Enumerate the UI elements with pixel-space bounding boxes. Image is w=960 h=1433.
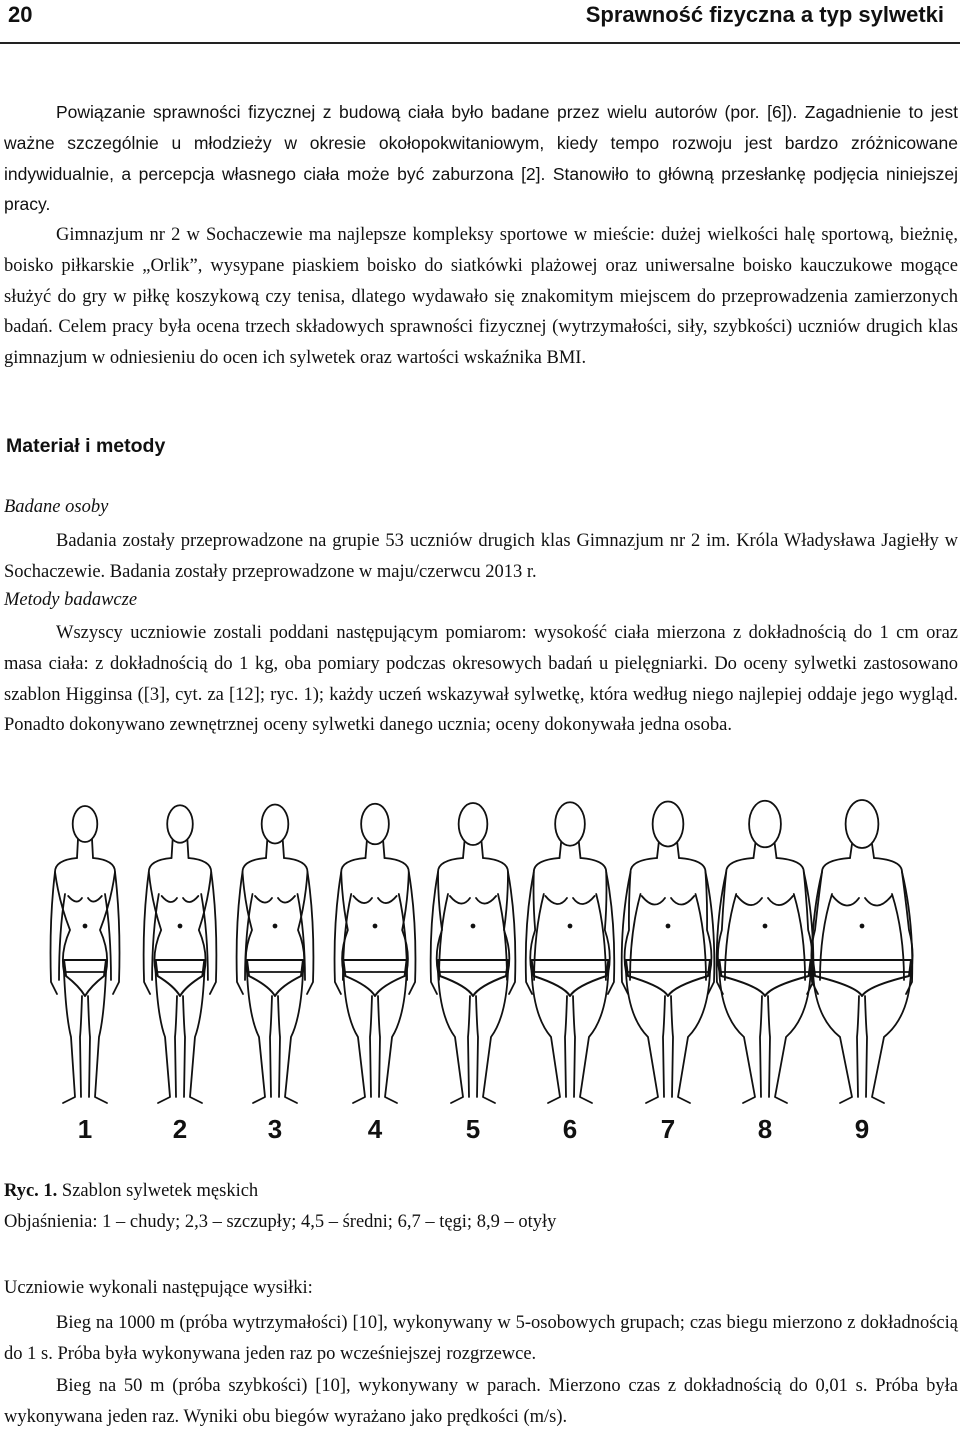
left-leg	[63, 972, 82, 1103]
chest-detail	[450, 896, 496, 904]
intro-paragraph-1: Powiązanie sprawności fizycznej z budową ciała było badane przez wielu autorów (por. [6]). Zagadnienie to jest ważne szczególnie u młodzieży w okresie okołopokwitaniowym, kiedy tempo rozwoju jest bardzo zróżnicowane indywidualnie, a percepcja własnego ciała może być zaburzona [2]. Stanowiło to główną przesłankę podjęcia niniejszej pracy.	[4, 102, 958, 215]
left-leg	[247, 972, 272, 1103]
left-leg	[156, 972, 177, 1103]
briefs-shape	[343, 960, 406, 996]
head-shape	[749, 801, 781, 848]
intro-paragraph-2: Gimnazjum nr 2 w Sochaczewie ma najlepsze kompleksy sportowe w mieście: dużej wielkości halę sportową, bieżnię, boisko piłkarskie „Orlik”, wysypane piaskiem boisko do siatkówki plażowej oraz uniwersalne boisko kauczukowe mogące służyć do gry w piłkę koszykową czy tenisa, dlatego wydawało się znakomitym miejscem do przeprowadzenia zamierzonych badań. Celem pracy była ocena trzech składowych sprawności fizycznej (wytrzymałości, siły, szybkości) uczniów drugich klas gimnazjum w odniesieniu do ocen ich sylwetek oraz wartości wskaźnika BMI.	[4, 225, 958, 369]
left-leg	[532, 972, 567, 1103]
right-leg	[671, 972, 710, 1103]
left-leg	[813, 972, 859, 1103]
chest-detail	[255, 896, 295, 903]
silhouette-number-8: 8	[757, 1114, 773, 1144]
right-leg	[573, 972, 608, 1103]
torso-shape	[437, 858, 510, 972]
navel	[569, 925, 572, 928]
silhouette-number-7: 7	[660, 1114, 676, 1144]
right-leg	[183, 972, 204, 1103]
briefs-shape	[64, 960, 106, 996]
silhouette-1	[51, 806, 120, 1103]
head-shape	[73, 806, 98, 842]
tests-intro: Uczniowie wykonali następujące wysiłki:	[4, 1278, 313, 1298]
briefs-shape	[247, 960, 303, 996]
head-shape	[846, 800, 879, 848]
silhouette-5	[431, 803, 516, 1103]
silhouette-number-6: 6	[562, 1114, 578, 1144]
figure-caption	[4, 1181, 258, 1202]
neck-shape	[753, 843, 776, 858]
briefs-shape	[626, 960, 710, 996]
head-shape	[361, 804, 389, 845]
chest-detail	[833, 896, 892, 906]
chest-detail	[545, 896, 594, 904]
silhouette-number-1: 1	[77, 1114, 93, 1144]
left-arm	[431, 872, 448, 994]
chest-detail	[68, 896, 102, 902]
section-heading-methods: Materiał i metody	[6, 435, 166, 457]
navel	[274, 925, 277, 928]
right-leg	[278, 972, 303, 1103]
silhouette-number-4: 4	[367, 1114, 383, 1144]
neck-shape	[560, 842, 581, 858]
neck-shape	[657, 843, 679, 858]
silhouette-7	[622, 802, 715, 1104]
right-arm	[498, 872, 515, 994]
tests-run-1000: Bieg na 1000 m (próba wytrzymałości) [10], wykonywany w 5-osobowych grupach; czas biegu mierzono z dokładnością do 1 s. Próba była wykonywana jeden raz po wcześniejszej rozgrzewce.	[4, 1313, 958, 1364]
head-shape	[555, 802, 585, 845]
page-number: 20	[8, 2, 33, 27]
head-shape	[167, 805, 193, 842]
torso-shape	[341, 858, 409, 972]
left-leg	[438, 972, 470, 1103]
header-rule	[0, 42, 960, 44]
briefs-shape	[719, 960, 810, 996]
silhouette-4	[335, 804, 416, 1103]
torso-shape	[718, 858, 812, 972]
left-leg	[626, 972, 665, 1103]
chest-detail	[737, 896, 793, 905]
right-leg	[865, 972, 911, 1103]
head-shape	[459, 803, 488, 845]
running-title: Sprawność fizyczna a typ sylwetki	[585, 2, 944, 27]
neck-shape	[850, 844, 874, 858]
silhouette-number-9: 9	[854, 1114, 870, 1144]
left-leg	[719, 972, 762, 1103]
torso-shape	[243, 858, 308, 972]
methods-paragraph: Wszyscy uczniowie zostali poddani następującym pomiarom: wysokość ciała mierzona z dokładnością do 1 cm oraz masa ciała: z dokładnością do 1 kg, oba pomiary podczas okresowych badań u pielęgniarki. Do oceny sylwetki zastosowano szablon Higginsa ([3], cyt. za [12]; ryc. 1); każdy uczeń wskazywał sylwetkę, która według niego najlepiej oddaje jego wygląd. Ponadto dokonywano zewnętrznej oceny sylwetki danego ucznia; oceny dokonywała jedna osoba.	[4, 623, 958, 736]
figure-silhouette-template	[20, 772, 950, 1162]
torso-shape	[149, 858, 211, 972]
chest-detail	[353, 896, 396, 903]
subheading-methods: Metody badawcze	[4, 590, 138, 610]
navel	[861, 925, 864, 928]
navel	[764, 925, 767, 928]
silhouette-2	[144, 805, 217, 1103]
silhouette-8	[717, 801, 814, 1103]
torso-shape	[625, 858, 712, 972]
silhouette-6	[526, 802, 615, 1103]
chest-detail	[162, 896, 199, 902]
torso-shape	[530, 858, 609, 972]
chest-detail	[642, 896, 695, 905]
silhouettes-drawing	[20, 772, 950, 1112]
right-leg	[768, 972, 811, 1103]
head-shape	[653, 802, 684, 847]
navel	[179, 925, 182, 928]
briefs-shape	[438, 960, 508, 996]
subheading-subjects: Badane osoby	[4, 497, 109, 517]
silhouette-number-2: 2	[172, 1114, 188, 1144]
briefs-shape	[156, 960, 205, 996]
left-arm	[622, 872, 641, 994]
torso-shape	[55, 858, 115, 972]
navel	[472, 925, 475, 928]
right-leg	[88, 972, 107, 1103]
figure-explanation: Objaśnienia: 1 – chudy; 2,3 – szczupły; 4,5 – średni; 6,7 – tęgi; 8,9 – otyły	[4, 1212, 557, 1232]
left-leg	[343, 972, 372, 1103]
silhouette-number-3: 3	[267, 1114, 283, 1144]
navel	[84, 925, 87, 928]
page-header	[0, 0, 960, 44]
briefs-shape	[813, 960, 911, 996]
right-leg	[378, 972, 407, 1103]
right-leg	[476, 972, 508, 1103]
silhouette-9	[811, 800, 912, 1103]
subjects-paragraph: Badania zostały przeprowadzone na grupie 53 uczniów drugich klas Gimnazjum nr 2 im. Króla Władysława Jagiełły w Sochaczewie. Badania zostały przeprowadzone w maju/czerwcu 2013 r.	[4, 531, 958, 582]
right-arm	[696, 872, 715, 994]
head-shape	[262, 805, 289, 844]
tests-run-50: Bieg na 50 m (próba szybkości) [10], wykonywany w parach. Mierzono czas z dokładnością do 0,01 s. Próba była wykonywana jeden raz. Wyniki obu biegów wyrażano jako prędkości (m/s).	[4, 1376, 958, 1427]
briefs-shape	[532, 960, 609, 996]
figure-caption-label: Ryc. 1.	[4, 1181, 58, 1201]
navel	[667, 925, 670, 928]
silhouette-3	[237, 805, 314, 1104]
navel	[374, 925, 377, 928]
neck-shape	[463, 842, 483, 859]
figure-caption-text: Szablon sylwetek męskich	[57, 1181, 259, 1201]
silhouette-number-5: 5	[465, 1114, 481, 1144]
